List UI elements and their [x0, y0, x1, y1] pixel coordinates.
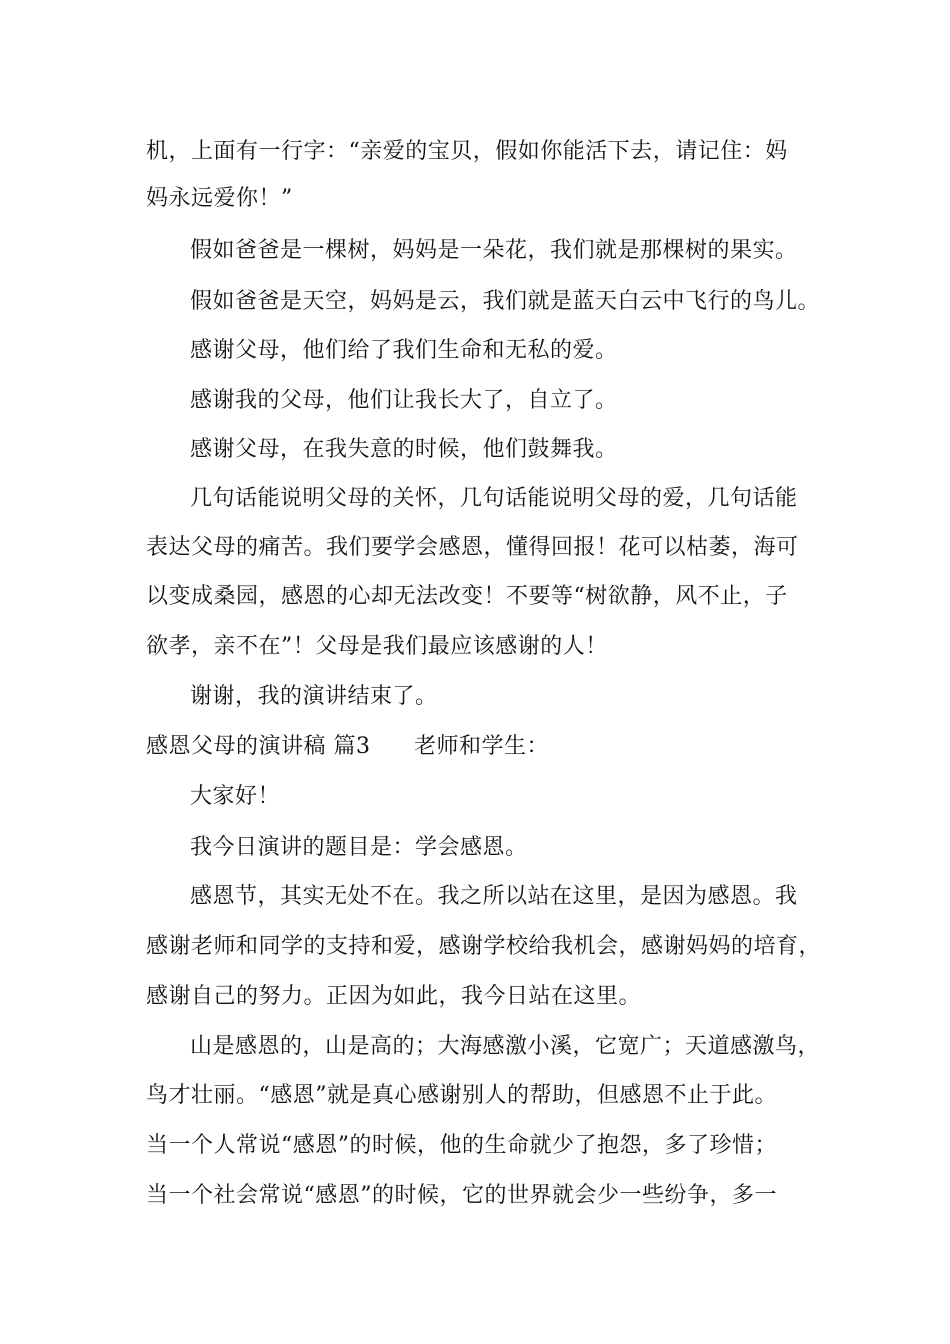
- paragraph-line: 假如爸爸是天空，妈妈是云，我们就是蓝天白云中飞行的鸟儿。: [190, 289, 821, 314]
- paragraph-line: 机，上面有一行字：“亲爱的宝贝，假如你能活下去，请记住：妈: [146, 139, 788, 164]
- section-heading-title: 感恩父母的演讲稿 篇3: [146, 734, 371, 759]
- paragraph-line: 感谢父母，在我失意的时候，他们鼓舞我。: [190, 437, 618, 462]
- paragraph-line: 当一个人常说“感恩”的时候，他的生命就少了抱怨，多了珍惜；: [146, 1133, 777, 1158]
- paragraph-line: 感谢自己的努力。正因为如此，我今日站在这里。: [146, 984, 642, 1009]
- paragraph-line: 感谢父母，他们给了我们生命和无私的爱。: [190, 338, 618, 363]
- paragraph-line: 山是感恩的，山是高的；大海感激小溪，它宽广；天道感激鸟，: [190, 1034, 821, 1059]
- paragraph-line: 我今日演讲的题目是：学会感恩。: [190, 835, 528, 860]
- paragraph-line: 大家好！: [190, 784, 281, 809]
- paragraph-line: 以变成桑园，感恩的心却无法改变！不要等“树欲静，风不止，子: [146, 584, 788, 609]
- paragraph-line: 假如爸爸是一棵树，妈妈是一朵花，我们就是那棵树的果实。: [190, 238, 798, 263]
- paragraph-line: 欲孝，亲不在”！父母是我们最应该感谢的人！: [146, 634, 608, 659]
- paragraph-line: 表达父母的痛苦。我们要学会感恩，懂得回报！花可以枯萎，海可: [146, 535, 799, 560]
- paragraph-line: 感谢老师和同学的支持和爱，感谢学校给我机会，感谢妈妈的培育，: [146, 934, 822, 959]
- paragraph-line: 当一个社会常说“感恩”的时候，它的世界就会少一些纷争，多一: [146, 1183, 777, 1208]
- paragraph-line: 感恩节，其实无处不在。我之所以站在这里，是因为感恩。我: [190, 884, 798, 909]
- paragraph-line: 谢谢，我的演讲结束了。: [190, 684, 438, 709]
- paragraph-line: 感谢我的父母，他们让我长大了，自立了。: [190, 388, 618, 413]
- paragraph-line: 鸟才壮丽。“感恩”就是真心感谢别人的帮助，但感恩不止于此。: [146, 1083, 777, 1108]
- section-heading-greeting: 老师和学生：: [414, 734, 550, 759]
- paragraph-line: 妈永远爱你！”: [146, 186, 293, 211]
- paragraph-line: 几句话能说明父母的关怀，几句话能说明父母的爱，几句话能: [190, 486, 798, 511]
